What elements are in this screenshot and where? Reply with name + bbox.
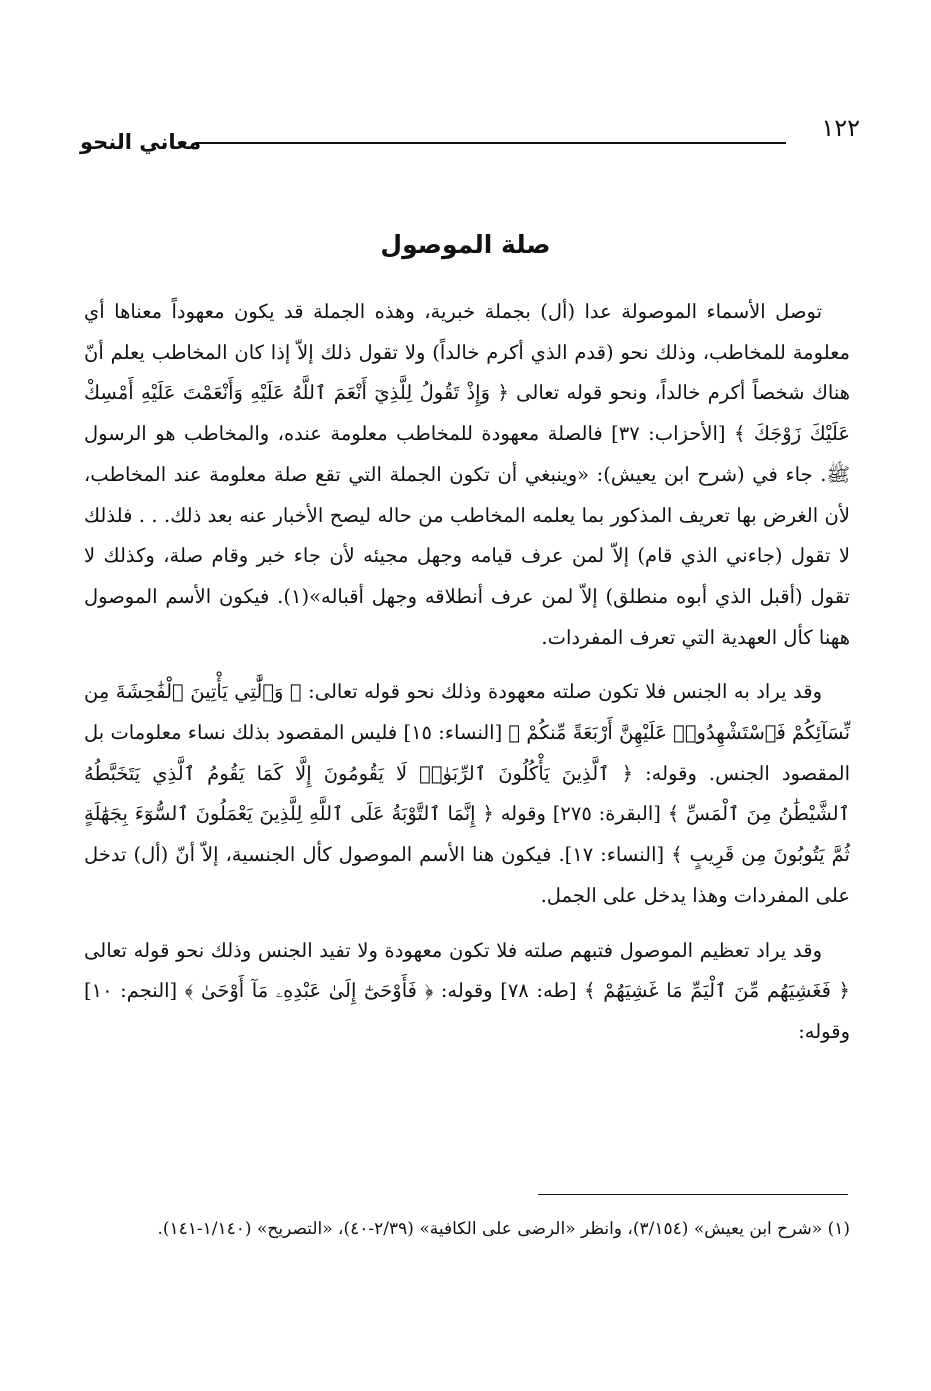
header-rule [195,142,786,144]
paragraph-generic-relative: وقد يراد به الجنس فلا تكون صلته معهودة وذلك نحو قوله تعالى: ﴿ وَٱلَّٰتِي يَأْتِينَ ٱلْفَٰحِشَةَ مِن نِّسَآئِكُمْ فَٱسْتَشْهِدُوا۟ عَلَيْهِنَّ أَرْبَعَةً مِّنكُمْ ﴾ [النساء: ١٥] فليس المقصود بذلك نساء معلومات بل المقصود الجنس. وقوله: ﴿ ٱلَّذِينَ يَأْكُلُونَ ٱلرِّبَوٰا۟ لَا يَقُومُونَ إِلَّا كَمَا يَقُومُ ٱلَّذِي يَتَخَبَّطُهُ ٱلشَّيْطَٰنُ مِنَ ٱلْمَسِّ ﴾ [البقرة: ٢٧٥] وقوله ﴿ إِنَّمَا ٱلتَّوْبَةُ عَلَى ٱللَّهِ لِلَّذِينَ يَعْمَلُونَ ٱلسُّوٓءَ بِجَهَٰلَةٍ ثُمَّ يَتُوبُونَ مِن قَرِيبٍ ﴾ [النساء: ١٧]. فيكون هنا الأسم الموصول كأل الجنسية، إلاّ أنّ (أل) تدخل على المفردات وهذا يدخل على الجمل. [84,680,850,907]
footnote: (١) «شرح ابن يعيش» (٣/١٥٤)، وانظر «الرضى على الكافية» (٢/٣٩-٤٠)، «التصريح» (١/١٤٠-١٤١). [157,1219,850,1239]
page-number: ١٢٢ [821,114,860,142]
paragraph-definite-relative: توصل الأسماء الموصولة عدا (أل) بجملة خبرية، وهذه الجملة قد يكون معهوداً معناها أي معلومة للمخاطب، وذلك نحو (قدم الذي أكرم خالداً) ولا تقول ذلك إلاّ إذا كان المخاطب يعلم أنّ هناك شخصاً أكرم خالداً، ونحو قوله تعالى ﴿ وَإِذْ تَقُولُ لِلَّذِيٓ أَنْعَمَ ٱللَّهُ عَلَيْهِ وَأَنْعَمْتَ عَلَيْهِ أَمْسِكْ عَلَيْكَ زَوْجَكَ ﴾ [الأحزاب: ٣٧] فالصلة معهودة للمخاطب معلومة عنده، والمخاطب هو الرسول ﷺ. جاء في (شرح ابن يعيش): «وينبغي أن تكون الجملة التي تقع صلة معلومة عند المخاطب، لأن الغرض بها تعريف المذكور بما يعلمه المخاطب من حاله ليصح الأخبار عنه بعد ذلك. . . فلذلك لا تقول (جاءني الذي قام) إلاّ لمن عرف قيامه وجهل مجيئه لأن جاء خبر وقام صلة، وكذلك لا تقول (أقبل الذي أبوه منطلق) إلاّ لمن عرف أنطلاقه وجهل أقباله»(١). فيكون الأسم الموصول ههنا كأل العهدية التي تعرف المفردات. [84,300,851,649]
book-title: معاني النحو [80,130,202,154]
paragraph-emphatic-relative: وقد يراد تعظيم الموصول فتبهم صلته فلا تكون معهودة ولا تفيد الجنس وذلك نحو قوله تعالى ﴿ فَغَشِيَهُم مِّنَ ٱلْيَمِّ مَا غَشِيَهُمْ ﴾ [طه: ٧٨] وقوله: ﴿ فَأَوْحَىٰٓ إِلَىٰ عَبْدِهِۦ مَآ أَوْحَىٰ ﴾ [النجم: ١٠] وقوله: [84,938,850,1043]
footnote-divider [538,1194,848,1195]
body-text [84,292,850,1053]
page-header [80,110,860,154]
section-title: صلة الموصول [380,230,551,259]
